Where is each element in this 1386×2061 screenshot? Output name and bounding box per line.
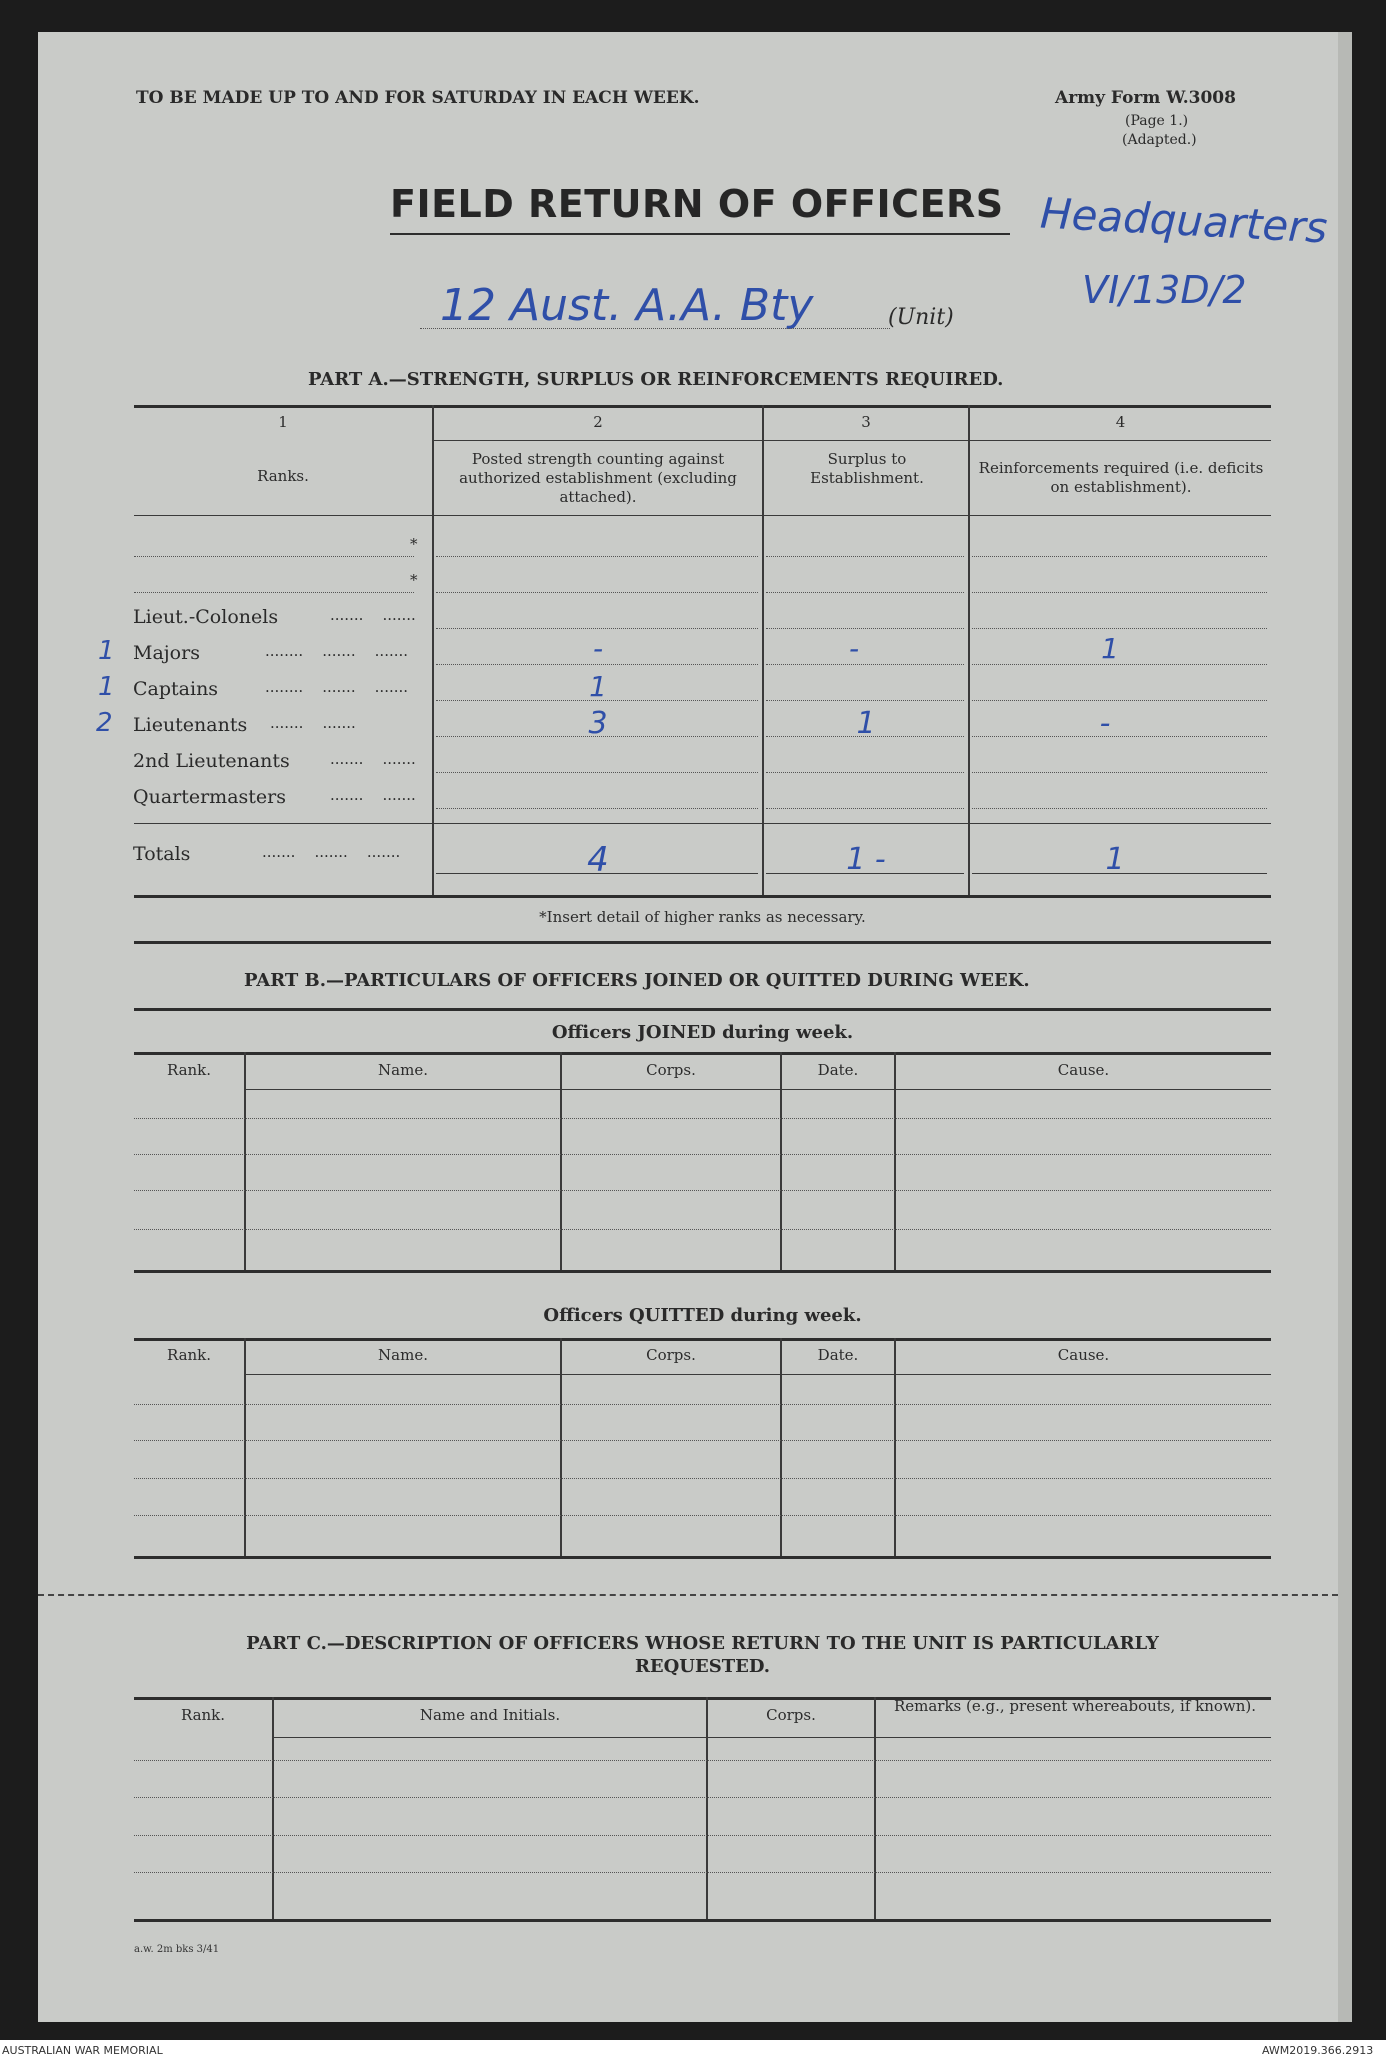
handwritten-unit: 12 Aust. A.A. Bty [440, 280, 814, 331]
total-surplus: 1 - [846, 842, 886, 877]
joined-col-divider [894, 1052, 896, 1270]
unit-dotted-line [420, 328, 890, 329]
part-a-top-rule [134, 405, 1271, 408]
header-bottom-rule [134, 515, 1271, 516]
row-line [766, 736, 964, 737]
posted-strength-header: Posted strength counting against authorized establishment (excluding attached). [459, 450, 737, 506]
handwritten-headquarters: Headquarters [1038, 188, 1329, 253]
reinforcements-value: 1 [1101, 632, 1119, 665]
joined-title: Officers JOINED during week. [551, 1022, 854, 1043]
total-reinforcements: 1 [1105, 842, 1125, 877]
totals-label: Totals [133, 843, 191, 865]
rank-label: Lieutenants [133, 714, 248, 736]
rank-label: Majors [133, 642, 200, 664]
quitted-header-rule [134, 1338, 1271, 1341]
footer-accession-number: AWM2019.366.2913 [1262, 2044, 1374, 2057]
quitted-row-line [134, 1478, 1271, 1479]
col-number-rule [434, 440, 1271, 441]
asterisk-2: * [410, 571, 418, 589]
archive-footer-bar [0, 2040, 1386, 2061]
part-c-col-rank: Rank. [180, 1706, 226, 1724]
joined-bottom-rule [134, 1270, 1271, 1273]
row-line [766, 556, 964, 557]
row-line [766, 664, 964, 665]
joined-col-divider [244, 1052, 246, 1270]
part-c-title-line-2: REQUESTED. [634, 1656, 771, 1677]
part-c-col-divider [706, 1697, 708, 1919]
quitted-subheader-rule [246, 1374, 1271, 1375]
part-c-bottom-rule [134, 1919, 1271, 1922]
leader-dots: ....... ....... [330, 786, 416, 804]
leader-dots: ....... ....... ....... [262, 843, 401, 861]
form-id: Army Form W.3008 [1055, 88, 1236, 108]
joined-top-rule [134, 1008, 1271, 1011]
row-line [972, 736, 1267, 737]
footer-institution: AUSTRALIAN WAR MEMORIAL [2, 2044, 163, 2057]
totals-underline [766, 873, 964, 874]
part-c-row-line [134, 1872, 1271, 1873]
totals-underline [436, 873, 758, 874]
part-c-row-line [134, 1797, 1271, 1798]
leader-dots: ....... ....... [330, 750, 416, 768]
part-c-col-corps: Corps. [766, 1706, 816, 1724]
row-line [972, 664, 1267, 665]
quitted-col-name: Name. [378, 1346, 428, 1364]
joined-col-name: Name. [378, 1061, 428, 1079]
row-line [436, 700, 758, 701]
leader-dots: ........ ....... ....... [265, 642, 409, 660]
posted-value: 3 [588, 706, 608, 741]
col-number-2: 2 [593, 413, 603, 431]
row-line [766, 700, 964, 701]
row-line [766, 772, 964, 773]
surplus-header: Surplus to Establishment. [810, 450, 924, 487]
rank-label: Quartermasters [133, 786, 286, 808]
reinforcements-header: Reinforcements required (i.e. deficits on establishment). [978, 459, 1264, 496]
ranks-header: Ranks. [257, 467, 309, 485]
quitted-col-divider [244, 1338, 246, 1556]
printer-code: a.w. 2m bks 3/41 [134, 1944, 220, 1955]
instruction-text: TO BE MADE UP TO AND FOR SATURDAY IN EACH WEEK. [136, 88, 700, 108]
handwritten-file-ref: VI/13D/2 [1082, 268, 1247, 312]
establishment-value: 2 [96, 708, 113, 738]
leader-dots: ........ ....... ....... [265, 678, 409, 696]
row-line [766, 628, 964, 629]
part-c-col-name: Name and Initials. [419, 1706, 561, 1724]
posted-value: 1 [589, 670, 607, 703]
establishment-value: 1 [98, 636, 115, 666]
form-adapted: (Adapted.) [1122, 132, 1197, 148]
blank-rank-line-2 [134, 592, 414, 593]
part-c-col-divider [272, 1697, 274, 1919]
rank-label: 2nd Lieutenants [133, 750, 290, 772]
quitted-col-cause: Cause. [1057, 1346, 1110, 1364]
joined-col-cause: Cause. [1057, 1061, 1110, 1079]
form-page: (Page 1.) [1125, 113, 1189, 129]
part-c-col-remarks: Remarks (e.g., present whereabouts, if known). [893, 1697, 1257, 1715]
part-a-title: PART A.—STRENGTH, SURPLUS OR REINFORCEMENTS REQUIRED. [308, 369, 1004, 390]
establishment-value: 1 [98, 672, 115, 702]
part-b-top-rule [134, 941, 1271, 944]
row-line [972, 808, 1267, 809]
row-line [436, 664, 758, 665]
reinforcements-value: - [1099, 706, 1111, 741]
row-line [972, 772, 1267, 773]
surplus-value: 1 [856, 706, 876, 741]
row-line [972, 592, 1267, 593]
unit-label: (Unit) [888, 305, 954, 330]
col-number-1: 1 [278, 413, 288, 431]
perforation-line [38, 1594, 1338, 1596]
joined-col-divider [780, 1052, 782, 1270]
totals-underline [972, 873, 1267, 874]
quitted-col-divider [894, 1338, 896, 1556]
joined-col-date: Date. [817, 1061, 859, 1079]
quitted-col-rank: Rank. [166, 1346, 212, 1364]
row-line [436, 628, 758, 629]
row-line [436, 592, 758, 593]
part-c-title-line-1: PART C.—DESCRIPTION OF OFFICERS WHOSE RETURN TO THE UNIT IS PARTICULARLY [246, 1633, 1159, 1654]
leader-dots: ....... ....... [330, 606, 416, 624]
blank-rank-line-1 [134, 556, 414, 557]
paper-edge [1338, 32, 1352, 2022]
row-line [766, 592, 964, 593]
part-c-subheader-rule [274, 1737, 1271, 1738]
row-line [436, 736, 758, 737]
quitted-col-corps: Corps. [646, 1346, 696, 1364]
part-a-bottom-rule [134, 895, 1271, 898]
row-line [972, 700, 1267, 701]
leader-dots: ....... ....... [270, 714, 356, 732]
posted-value: - [592, 632, 604, 665]
joined-row-line [134, 1229, 1271, 1230]
joined-col-rank: Rank. [166, 1061, 212, 1079]
page-title: FIELD RETURN OF OFFICERS [390, 182, 1004, 226]
quitted-col-divider [780, 1338, 782, 1556]
quitted-col-date: Date. [817, 1346, 859, 1364]
part-c-row-line [134, 1760, 1271, 1761]
row-line [436, 772, 758, 773]
joined-row-line [134, 1118, 1271, 1119]
row-line [972, 556, 1267, 557]
totals-top-rule [134, 823, 1271, 824]
part-b-title: PART B.—PARTICULARS OF OFFICERS JOINED OR QUITTED DURING WEEK. [244, 970, 1030, 991]
quitted-row-line [134, 1404, 1271, 1405]
joined-row-line [134, 1154, 1271, 1155]
asterisk-1: * [410, 535, 418, 553]
joined-col-divider [560, 1052, 562, 1270]
quitted-row-line [134, 1440, 1271, 1441]
quitted-bottom-rule [134, 1556, 1271, 1559]
quitted-row-line [134, 1515, 1271, 1516]
rank-label: Captains [133, 678, 219, 700]
part-c-col-divider [874, 1697, 876, 1919]
total-posted: 4 [587, 840, 609, 880]
surplus-value: - [848, 632, 860, 665]
row-line [436, 808, 758, 809]
row-line [436, 556, 758, 557]
part-c-row-line [134, 1835, 1271, 1836]
part-a-footnote: *Insert detail of higher ranks as necessary. [539, 908, 866, 926]
rank-label: Lieut.-Colonels [133, 606, 279, 628]
joined-col-corps: Corps. [646, 1061, 696, 1079]
col-number-4: 4 [1115, 413, 1126, 431]
quitted-title: Officers QUITTED during week. [543, 1305, 862, 1326]
title-underline [390, 233, 1010, 235]
joined-header-rule [134, 1052, 1271, 1055]
quitted-col-divider [560, 1338, 562, 1556]
col-number-3: 3 [861, 413, 871, 431]
joined-row-line [134, 1190, 1271, 1191]
row-line [972, 628, 1267, 629]
joined-subheader-rule [246, 1089, 1271, 1090]
row-line [766, 808, 964, 809]
